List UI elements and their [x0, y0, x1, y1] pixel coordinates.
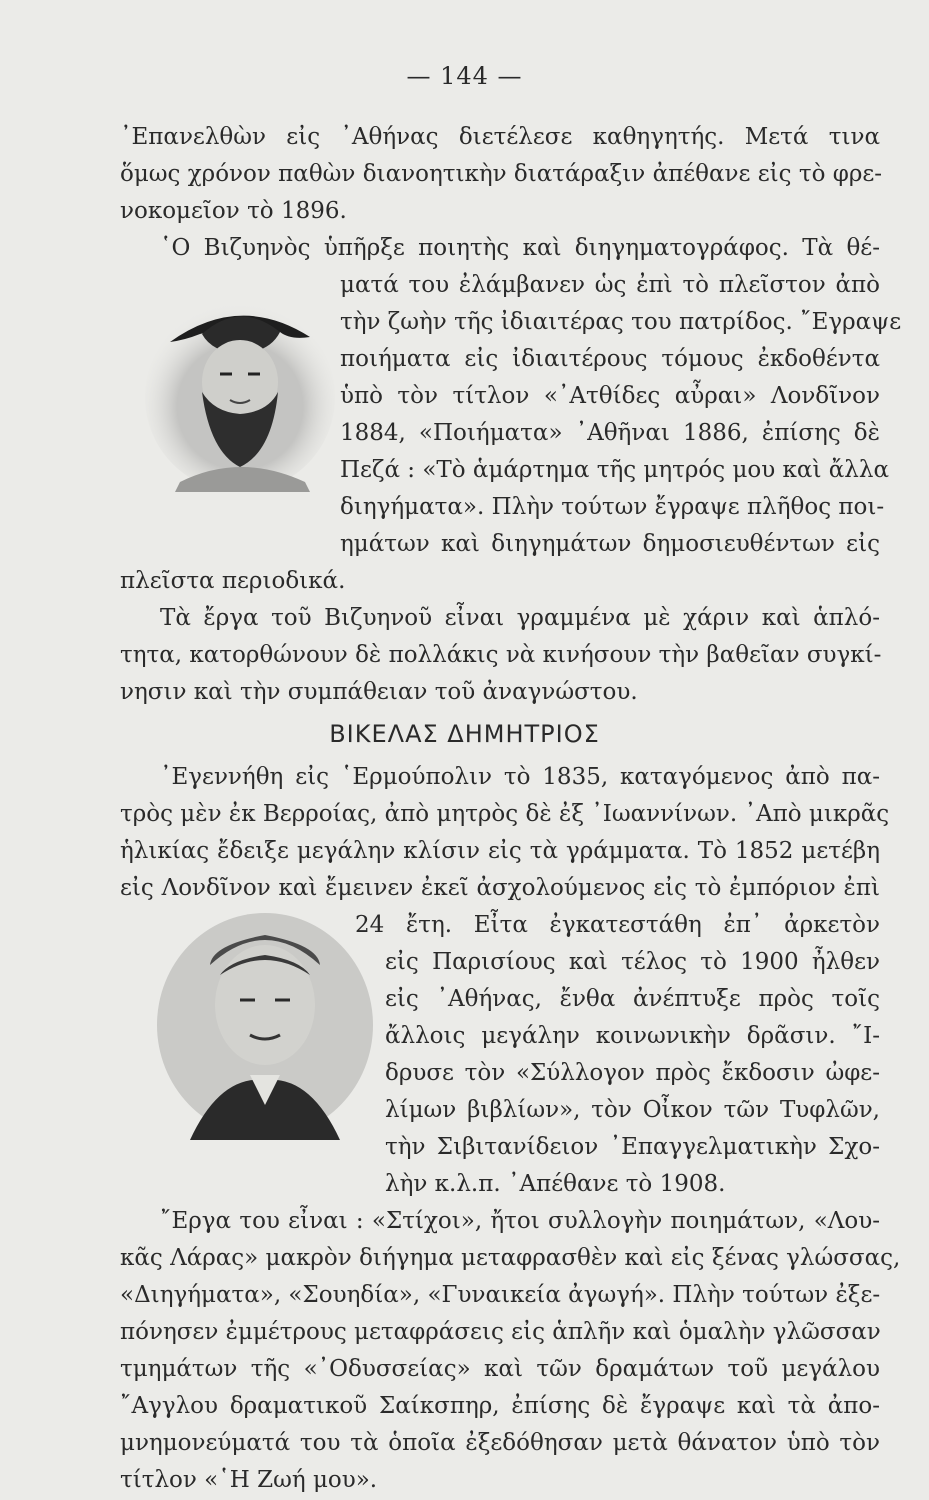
- text-line: ᾿Εγεννήθη εἰς ῾Ερμούπολιν τὸ 1835, καταγόμενος ἀπὸ πα-: [160, 764, 880, 790]
- text-line: 24 ἔτη. Εἶτα ἐγκατεστάθη ἐπ᾿ ἀρκετὸν: [355, 912, 880, 938]
- text-line: ῾Ο Βιζυηνὸς ὑπῆρξε ποιητὴς καὶ διηγηματογράφος. Τὰ θέ-: [160, 235, 880, 261]
- portrait-elderly-man-image: [150, 905, 380, 1145]
- text-line: ῎Εργα του εἶναι : «Στίχοι», ἤτοι συλλογὴν ποιημάτων, «Λου-: [160, 1208, 880, 1234]
- text-line: ἄλλοις μεγάλην κοινωνικὴν δρᾶσιν. ῎Ι-: [385, 1023, 880, 1049]
- text-line: 1884, «Ποιήματα» ᾿Αθῆναι 1886, ἐπίσης δὲ: [340, 420, 880, 446]
- text-line: διηγήματα». Πλὴν τούτων ἔγραψε πλῆθος ποι-: [340, 494, 885, 520]
- text-line: τὴν Σιβιτανίδειον ᾿Επαγγελματικὴν Σχο-: [385, 1134, 880, 1160]
- text-line: «Διηγήματα», «Σουηδία», «Γυναικεία ἀγωγή». Πλὴν τούτων ἐξε-: [120, 1282, 881, 1308]
- text-line: μνημονεύματά του τὰ ὁποῖα ἐξεδόθησαν μετὰ θάνατον ὑπὸ τὸν: [120, 1430, 880, 1456]
- text-line: εἰς ᾿Αθήνας, ἔνθα ἀνέπτυξε πρὸς τοῖς: [385, 986, 880, 1012]
- text-line: ημάτων καὶ διηγημάτων δημοσιευθέντων εἰς: [340, 531, 880, 557]
- text-line: λὴν κ.λ.π. ᾿Απέθανε τὸ 1908.: [385, 1171, 726, 1197]
- text-line: τὴν ζωὴν τῆς ἰδιαιτέρας του πατρίδος. ῎Εγραψε: [340, 309, 902, 335]
- text-line: Τὰ ἔργα τοῦ Βιζυηνοῦ εἶναι γραμμένα μὲ χάριν καὶ ἁπλό-: [160, 605, 880, 631]
- text-line: ποιήματα εἰς ἰδιαιτέρους τόμους ἐκδοθέντα: [340, 346, 880, 372]
- page-number: — 144 —: [406, 62, 523, 90]
- text-line: Πεζά : «Τὸ ἁμάρτημα τῆς μητρός μου καὶ ἄλλα: [340, 457, 889, 483]
- text-line: ματά του ἐλάμβανεν ὡς ἐπὶ τὸ πλεῖστον ἀπὸ: [340, 272, 880, 298]
- text-line: ὅμως χρόνον παθὼν διανοητικὴν διατάραξιν ἀπέθανε εἰς τὸ φρε-: [120, 161, 883, 187]
- text-line: ἡλικίας ἔδειξε μεγάλην κλίσιν εἰς τὰ γράμματα. Τὸ 1852 μετέβη: [120, 838, 880, 864]
- text-line: εἰς Παρισίους καὶ τέλος τὸ 1900 ἦλθεν: [385, 949, 880, 975]
- section-heading: ΒΙΚΕΛΑΣ ΔΗΜΗΤΡΙΟΣ: [329, 720, 600, 748]
- text-line: λίμων βιβλίων», τὸν Οἶκον τῶν Τυφλῶν,: [385, 1097, 880, 1123]
- text-line: τίτλον «῾Η Ζωή μου».: [120, 1467, 378, 1493]
- portrait-bearded-man-image: [140, 282, 340, 492]
- text-line: ῎Αγγλου δραματικοῦ Σαίκσπηρ, ἐπίσης δὲ ἔγραψε καὶ τὰ ἀπο-: [120, 1393, 880, 1419]
- text-line: δρυσε τὸν «Σύλλογον πρὸς ἔκδοσιν ὠφε-: [385, 1060, 880, 1086]
- text-line: πόνησεν ἐμμέτρους μεταφράσεις εἰς ἁπλῆν καὶ ὁμαλὴν γλῶσσαν: [120, 1319, 881, 1345]
- text-line: ᾿Επανελθὼν εἰς ᾿Αθήνας διετέλεσε καθηγητής. Μετά τινα: [120, 124, 880, 150]
- text-line: εἰς Λονδῖνον καὶ ἔμεινεν ἐκεῖ ἀσχολούμενος εἰς τὸ ἐμπόριον ἐπὶ: [120, 875, 880, 901]
- text-line: νησιν καὶ τὴν συμπάθειαν τοῦ ἀναγνώστου.: [120, 679, 638, 705]
- text-line: ὑπὸ τὸν τίτλον «᾿Ατθίδες αὖραι» Λονδῖνον: [340, 383, 880, 409]
- text-line: τμημάτων τῆς «᾿Οδυσσείας» καὶ τῶν δραμάτων τοῦ μεγάλου: [120, 1356, 880, 1382]
- text-line: νοκομεῖον τὸ 1896.: [120, 198, 347, 224]
- text-line: τητα, κατορθώνουν δὲ πολλάκις νὰ κινήσουν τὴν βαθεῖαν συγκί-: [120, 642, 882, 668]
- text-line: πλεῖστα περιοδικά.: [120, 568, 346, 594]
- text-line: τρὸς μὲν ἐκ Βερροίας, ἀπὸ μητρὸς δὲ ἐξ ᾿Ιωαννίνων. ᾿Απὸ μικρᾶς: [120, 801, 890, 827]
- text-line: κᾶς Λάρας» μακρὸν διήγημα μεταφρασθὲν καὶ εἰς ξένας γλώσσας,: [120, 1245, 901, 1271]
